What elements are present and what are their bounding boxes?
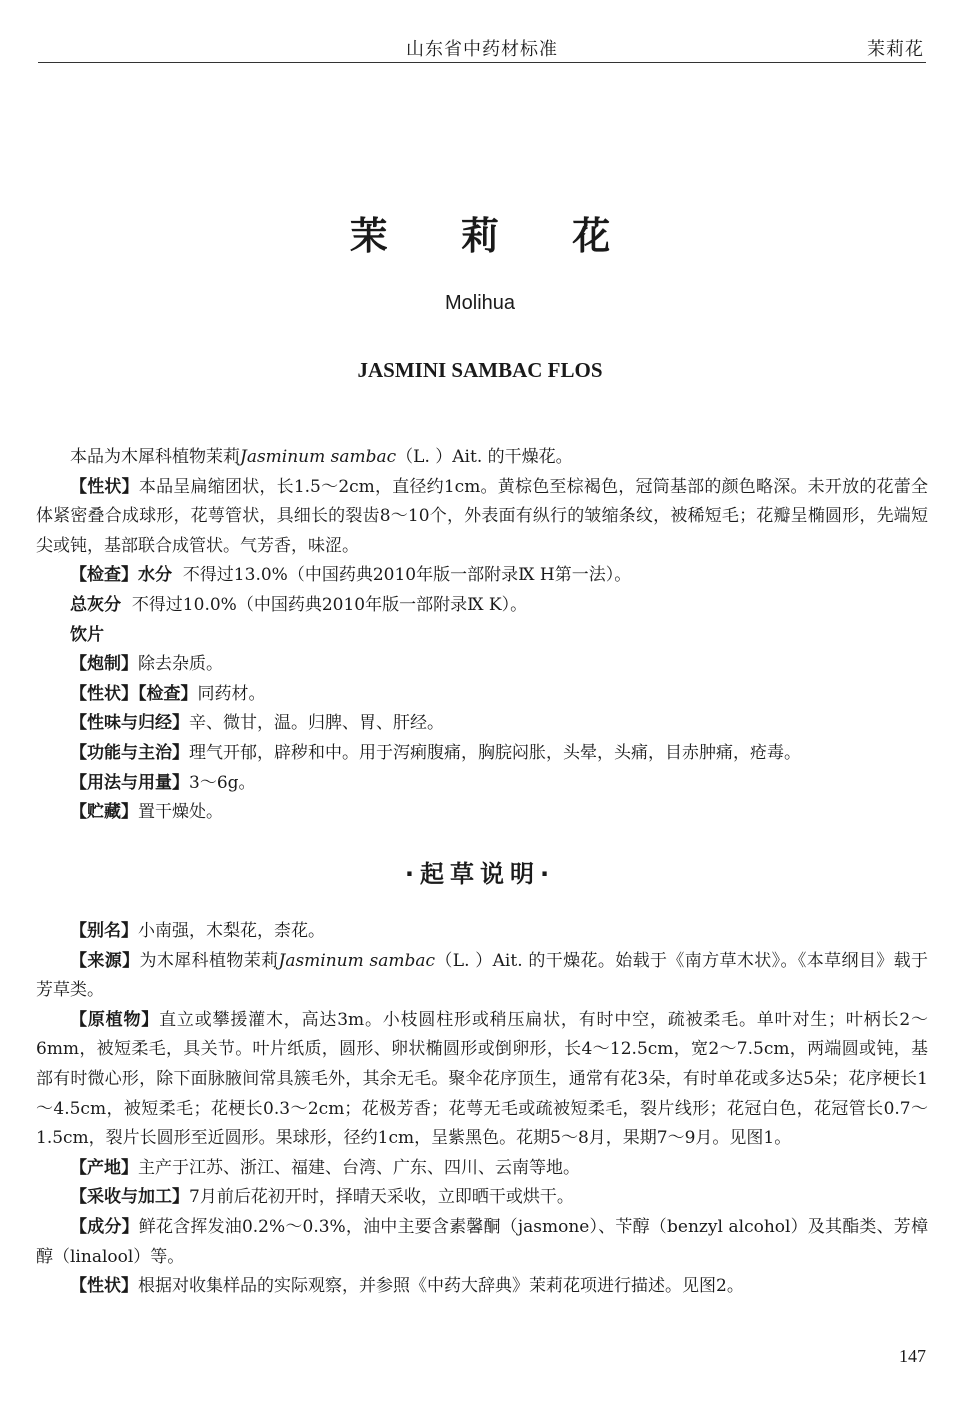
nature-label: 【性味与归经】 bbox=[70, 713, 189, 734]
source-text-before: 本品为木犀科植物茉莉 bbox=[70, 447, 240, 467]
function-text: 理气开郁，辟秽和中。用于泻痢腹痛，胸脘闷胀，头晕，头痛，目赤肿痛，疮毒。 bbox=[189, 742, 801, 763]
plant-paragraph bbox=[36, 1006, 928, 1154]
function-paragraph bbox=[36, 739, 928, 769]
plant-text: 直立或攀援灌木，高达3m。小枝圆柱形或稍压扁状，有时中空，疏被柔毛。单叶对生；叶柄长2～6mm，被短柔毛，具关节。叶片纸质，圆形、卵状椭圆形或倒卵形，长4～12.5cm，宽2～7.5cm，两端圆或钝，基部有时微心形，除下面脉腋间常具簇毛外，其余无毛。聚伞花序顶生，通常有花3朵，有时单花或多达5朵；花序梗长1～4.5cm，被短柔毛；花梗长0.3～2cm；花极芳香；花萼无毛或疏被短柔毛，裂片线形；花冠白色，花冠管长0.7～1.5cm，裂片长圆形至近圆形。果球形，径约1cm，呈紫黑色。花期5～8月，果期7～9月。见图1。 bbox=[36, 1009, 928, 1149]
origin-label: 【来源】 bbox=[70, 950, 140, 971]
storage-text: 置干燥处。 bbox=[138, 802, 223, 823]
drafting-character-label: 【性状】 bbox=[70, 1276, 138, 1297]
origin-text-before: 为木犀科植物茉莉 bbox=[139, 950, 279, 971]
alias-label: 【别名】 bbox=[70, 921, 138, 941]
character-label: 【性状】 bbox=[70, 476, 139, 497]
source-paragraph bbox=[36, 443, 928, 473]
harvest-label: 【采收与加工】 bbox=[70, 1187, 189, 1208]
pieces-heading-text: 饮片 bbox=[70, 624, 104, 645]
habitat-text: 主产于江苏、浙江、福建、台湾、广东、四川、云南等地。 bbox=[138, 1157, 580, 1178]
components-paragraph bbox=[36, 1213, 928, 1272]
nature-text: 辛、微甘，温。归脾、胃、肝经。 bbox=[189, 713, 444, 734]
function-label: 【功能与主治】 bbox=[70, 742, 189, 763]
processing-text: 除去杂质。 bbox=[138, 654, 223, 675]
water-text: 不得过13.0%（中国药典2010年版一部附录Ⅸ H第一法）。 bbox=[182, 565, 632, 586]
plant-label: 【原植物】 bbox=[70, 1009, 160, 1030]
header-book-title: 山东省中药材标准 bbox=[406, 39, 558, 60]
monograph-title: 茉 莉 花 bbox=[349, 214, 641, 258]
character-inspection-paragraph bbox=[36, 680, 928, 710]
ash-text: 不得过10.0%（中国药典2010年版一部附录Ⅸ K）。 bbox=[131, 594, 528, 615]
drafting-section-title: ·起草说明· bbox=[404, 860, 556, 888]
dosage-paragraph bbox=[36, 769, 928, 799]
latin-name: JASMINI SAMBAC FLOS bbox=[357, 358, 603, 382]
components-label: 【成分】 bbox=[70, 1216, 139, 1237]
header-chapter: 茉莉花 bbox=[867, 39, 924, 60]
processing-paragraph bbox=[36, 650, 928, 680]
inspection-label: 【检查】 bbox=[70, 565, 138, 586]
pieces-heading bbox=[36, 621, 928, 651]
alias-text: 小南强，木梨花，柰花。 bbox=[138, 921, 325, 941]
pinyin-name: Molihua bbox=[444, 292, 516, 314]
running-header bbox=[38, 30, 926, 63]
page-number: 147 bbox=[899, 1346, 926, 1366]
nature-paragraph bbox=[36, 709, 928, 739]
character-inspection-text: 同药材。 bbox=[197, 683, 266, 704]
source-text-after: （L. ）Ait. 的干燥花。 bbox=[396, 447, 573, 467]
alias-paragraph bbox=[36, 917, 928, 947]
components-text: 鲜花含挥发油0.2%～0.3%，油中主要含素馨酮（jasmone）、苄醇（benzyl alcohol）及其酯类、芳樟醇（linalool）等。 bbox=[36, 1216, 928, 1267]
habitat-paragraph bbox=[36, 1154, 928, 1184]
ash-label: 总灰分 bbox=[70, 594, 121, 615]
storage-label: 【贮藏】 bbox=[70, 802, 138, 823]
drafting-character-text: 根据对收集样品的实际观察，并参照《中药大辞典》茉莉花项进行描述。见图2。 bbox=[138, 1276, 744, 1297]
monograph-body bbox=[36, 443, 928, 828]
dosage-label: 【用法与用量】 bbox=[70, 772, 189, 793]
origin-text-after: （L. ）Ait. 的干燥花。始载于《南方草木状》。《本草纲目》载于芳草类。 bbox=[36, 950, 928, 1001]
drafting-character-paragraph bbox=[36, 1272, 928, 1302]
ash-paragraph bbox=[36, 591, 928, 621]
water-label: 水分 bbox=[138, 565, 172, 586]
character-text: 本品呈扁缩团状，长1.5～2cm，直径约1cm。黄棕色至棕褐色，冠筒基部的颜色略深。未开放的花蕾全体紧密叠合成球形，花萼管状，具细长的裂齿8～10个，外表面有纵行的皱缩条纹，被稀短毛；花瓣呈椭圆形，先端短尖或钝，基部联合成管状。气芳香，味涩。 bbox=[36, 476, 928, 556]
origin-species-name: Jasminum sambac bbox=[278, 950, 436, 971]
processing-label: 【炮制】 bbox=[70, 654, 138, 675]
inspection-paragraph bbox=[36, 561, 928, 591]
character-inspection-label: 【性状】【检查】 bbox=[70, 683, 198, 704]
harvest-text: 7月前后花初开时，择晴天采收，立即晒干或烘干。 bbox=[189, 1187, 574, 1208]
character-paragraph bbox=[36, 473, 928, 562]
drafting-body bbox=[36, 917, 928, 1302]
dosage-text: 3～6g。 bbox=[189, 772, 256, 793]
origin-paragraph bbox=[36, 947, 928, 1006]
habitat-label: 【产地】 bbox=[70, 1157, 138, 1178]
storage-paragraph bbox=[36, 798, 928, 828]
harvest-paragraph bbox=[36, 1183, 928, 1213]
species-name: Jasminum sambac bbox=[240, 447, 397, 467]
